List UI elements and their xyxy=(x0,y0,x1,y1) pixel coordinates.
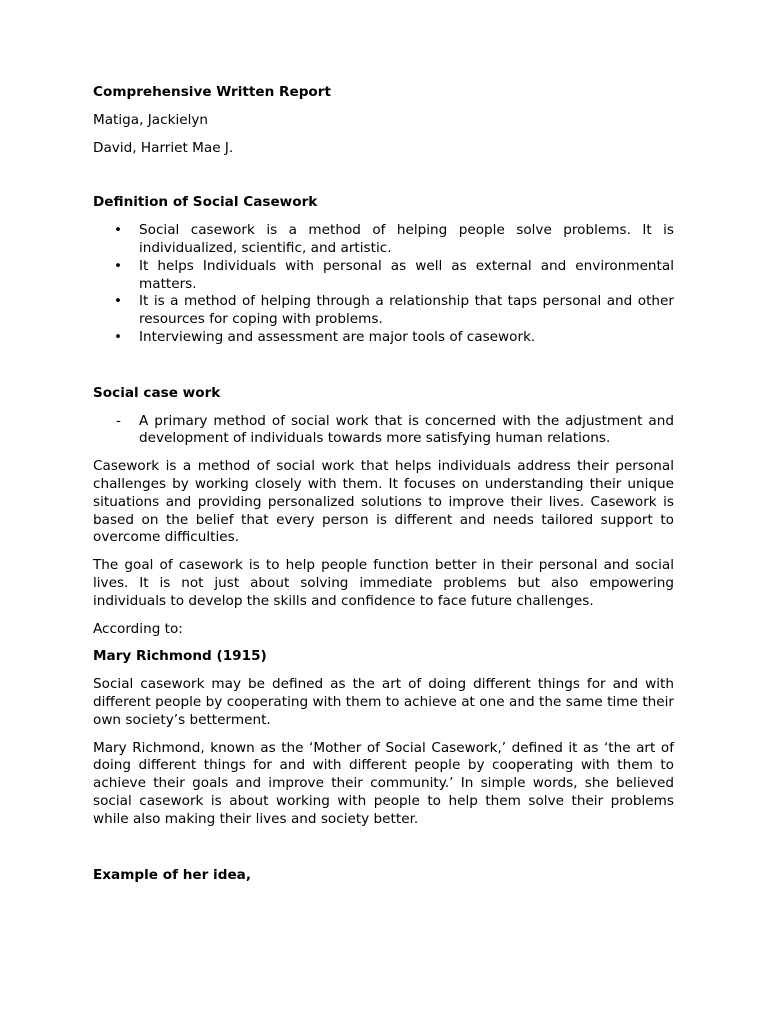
list-item-text: A primary method of social work that is concerned with the adjustment and development of individuals towards more satisfying human relations. xyxy=(139,412,674,447)
author-name: David, Harriet Mae J. xyxy=(93,139,234,156)
list-item xyxy=(93,413,674,449)
section-heading-definition: Definition of Social Casework xyxy=(93,194,318,211)
list-item-text: Interviewing and assessment are major tools of casework. xyxy=(139,328,536,345)
list-item xyxy=(93,329,674,347)
according-to-label: According to: xyxy=(93,620,183,637)
section-heading-social-case-work: Social case work xyxy=(93,384,221,401)
author-name: Matiga, Jackielyn xyxy=(93,111,209,128)
definition-bullet-list xyxy=(93,222,674,347)
document-page xyxy=(93,84,674,884)
dash-icon: - xyxy=(116,412,121,429)
list-item-text: Social casework is a method of helping people solve problems. It is individualized, scientific, and artistic. xyxy=(139,222,674,256)
section-heading-mary-richmond: Mary Richmond (1915) xyxy=(93,648,267,665)
section-heading-example: Example of her idea, xyxy=(93,866,252,883)
paragraph: Mary Richmond, known as the ‘Mother of Social Casework,’ defined it as ‘the art of doing different things for and with different people by cooperating with them to achieve their goals and improve their community.’ In simple words, she believed social casework is about working with people to help them solve their problems while also making their lives and society better. xyxy=(93,739,674,827)
list-item xyxy=(93,258,674,294)
bullet-icon: • xyxy=(114,222,123,239)
paragraph: Social casework may be defined as the art of doing different things for and with different people by cooperating with them to achieve at one and the same time their own society’s betterment. xyxy=(93,676,674,728)
bullet-icon: • xyxy=(114,293,123,310)
list-item xyxy=(93,222,674,258)
bullet-icon: • xyxy=(114,328,123,345)
bullet-icon: • xyxy=(114,257,123,274)
paragraph: Casework is a method of social work that helps individuals address their personal challenges by working closely with them. It focuses on understanding their unique situations and providing personalized solutions to improve their lives. Casework is based on the belief that every person is different and needs tailored support to overcome difficulties. xyxy=(93,458,674,546)
list-item xyxy=(93,293,674,329)
paragraph: The goal of casework is to help people function better in their personal and social lives. It is not just about solving immediate problems but also empowering individuals to develop the skills and confidence to face future challenges. xyxy=(93,557,674,609)
report-title: Comprehensive Written Report xyxy=(93,84,331,100)
list-item-text: It helps Individuals with personal as well as external and environmental matters. xyxy=(139,257,674,292)
list-item-text: It is a method of helping through a relationship that taps personal and other resources for coping with problems. xyxy=(139,293,674,328)
social-case-work-dash-list xyxy=(93,413,674,449)
